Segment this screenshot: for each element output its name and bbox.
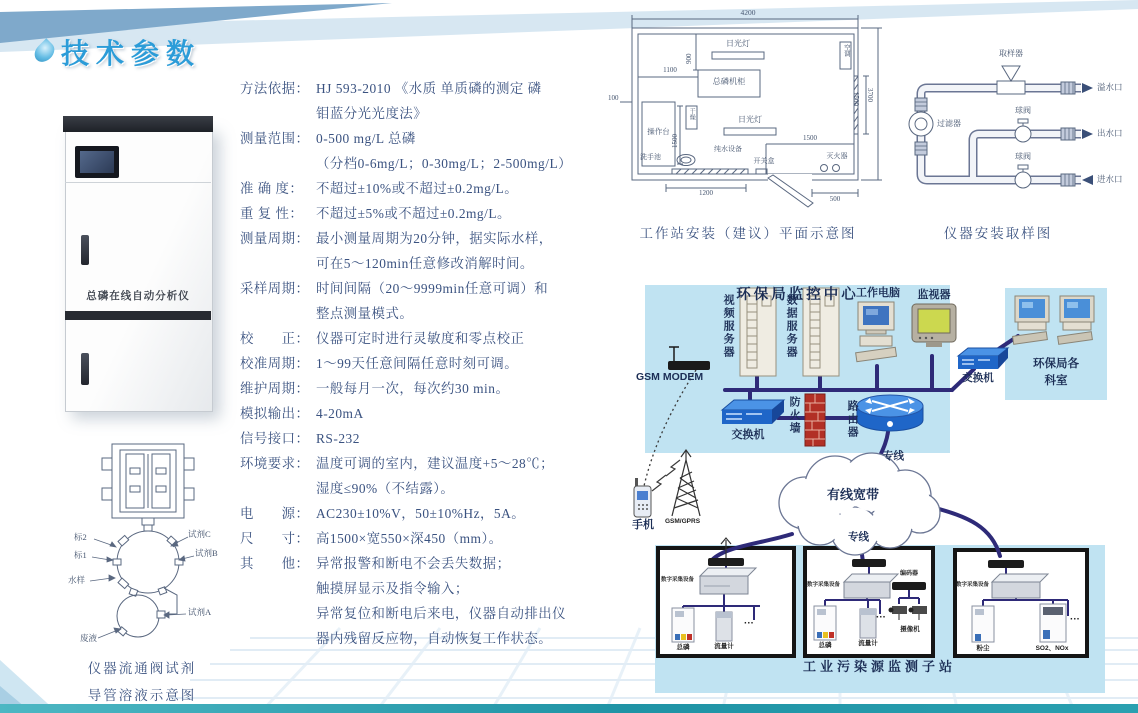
dim-900: 900 <box>685 53 693 64</box>
department-computer-2 <box>1058 296 1094 344</box>
spec-value: 异常报警和断电不会丢失数据； 触摸屏显示及指令输入； 异常复位和断电后来电，仪器自动排出仪 器内残留反应物，自动恢复工作状态。 <box>316 556 567 646</box>
spec-value: HJ 593-2010 《水质 单质磷的测定 磷 钼蓝分光光度法》 <box>316 81 542 121</box>
firewall-label: 防火墙 <box>788 396 801 435</box>
department-computer-1 <box>1013 296 1049 344</box>
spec-row <box>240 551 632 651</box>
analyzer-photo <box>63 110 213 415</box>
network-diagram <box>620 248 1138 713</box>
label-lamp-2: 日光灯 <box>738 115 762 124</box>
spec-row <box>240 326 632 351</box>
spec-row <box>240 501 632 526</box>
daq-label-1: 数字采集设备 <box>661 577 695 583</box>
spec-row <box>240 526 632 551</box>
daq-label-2: 数字采集设备 <box>807 582 841 588</box>
spec-label: 方法依据： <box>240 81 310 96</box>
ellipsis-2: ··· <box>876 612 886 623</box>
tp-label-2: 总磷 <box>818 642 832 649</box>
spec-label: 重 复 性： <box>240 206 304 221</box>
flowmeter-label-2: 流量计 <box>858 640 878 647</box>
section-title-row <box>36 32 201 72</box>
spec-label: 其 他： <box>240 556 310 571</box>
spec-label: 模拟输出： <box>240 406 310 421</box>
page-title: 技术参数 <box>61 38 202 69</box>
dim-1100: 1100 <box>663 66 677 74</box>
spec-label: 校 正： <box>240 331 310 346</box>
video-server-label: 视频服务器 <box>722 294 735 359</box>
spec-value: 高1500×宽550×深450（mm）。 <box>316 531 503 546</box>
leased-line-label-2: 专线 <box>848 531 869 543</box>
label-purewater: 纯水设备 <box>714 145 742 153</box>
gsm-modem-label: GSM MODEM <box>636 371 704 383</box>
label-inlet-port: 进水口 <box>1097 174 1123 184</box>
label-sink: 洗手池 <box>640 153 661 161</box>
label-ball-valve-2: 球阀 <box>1015 152 1031 161</box>
floorplan-caption: 工作站安装（建议）平面示意图 <box>639 226 857 241</box>
spec-label: 采样周期： <box>240 281 310 296</box>
gsm-gprs-label: GSM/GPRS <box>665 518 701 525</box>
ellipsis-3: ··· <box>1070 614 1080 625</box>
label-standard2: 标2 <box>74 532 87 542</box>
label-ball-valve-1: 球阀 <box>1015 106 1031 115</box>
spec-label: 校准周期： <box>240 356 310 371</box>
analyzer-touchscreen <box>75 146 119 178</box>
mobile-phone-icon <box>634 478 651 517</box>
dim-1200: 1200 <box>699 189 713 197</box>
analyzer-name-label: 总磷在线自动分析仪 <box>86 290 190 302</box>
router-label: 路由器 <box>846 400 859 439</box>
label-overflow-port: 溢水口 <box>1097 82 1123 92</box>
spec-row <box>240 426 632 451</box>
label-reagent-a: 试剂A <box>188 607 212 617</box>
substation-caption: 工业污染源监测子站 <box>802 659 956 674</box>
daq-label-3: 数字采集设备 <box>956 582 990 588</box>
analyzer-lower-handle <box>81 353 89 385</box>
work-computer-label: 工作电脑 <box>856 287 900 299</box>
label-extinguisher: 灭火器 <box>826 152 848 160</box>
gsm-tower-icon <box>672 450 700 516</box>
ellipsis-1: ··· <box>744 618 754 629</box>
monitoring-center-title: 环保局监控中心 <box>736 287 859 303</box>
spec-value: 不超过±10%或不超过±0.2mg/L。 <box>316 181 519 196</box>
video-monitor-icon <box>912 304 956 347</box>
spec-label: 准 确 度： <box>240 181 304 196</box>
label-switchbox: 开关盒 <box>753 157 775 165</box>
spec-row <box>240 401 632 426</box>
analyzer-top-cap <box>63 116 213 132</box>
analyzer-upper-handle <box>81 235 89 265</box>
dim-right-1500: 1500 <box>803 134 817 142</box>
spec-label: 尺 寸： <box>240 531 310 546</box>
spec-row <box>240 76 632 126</box>
dim-window-1500: 1500 <box>852 92 860 106</box>
sampling-caption: 仪器安装取样图 <box>943 226 1053 241</box>
floorplan-diagram <box>608 8 888 212</box>
spec-value: 4-20mA <box>316 406 364 421</box>
broadband-label: 有线宽带 <box>826 487 879 502</box>
spec-row <box>240 126 632 176</box>
departments-label-line2: 科室 <box>1044 375 1068 387</box>
spec-label: 信号接口： <box>240 431 310 446</box>
dim-4200: 4200 <box>740 8 756 17</box>
spec-value: 时间间隔（20～9999min任意可调）和 整点测量模式。 <box>316 281 549 321</box>
spec-row <box>240 276 632 326</box>
spec-value: 温度可调的室内，建议温度+5～28℃； 湿度≤90%（不结露）。 <box>316 456 554 496</box>
analyzer-panel-seam <box>65 182 211 183</box>
spec-label: 维护周期： <box>240 381 310 396</box>
label-outlet-port: 出水口 <box>1097 128 1123 138</box>
spec-label: 测量周期： <box>240 231 310 246</box>
sampling-diagram <box>903 40 1135 218</box>
spec-row <box>240 226 632 276</box>
valve-caption-line2: 导管溶液示意图 <box>87 688 197 703</box>
label-bench: 操作台 <box>647 127 670 136</box>
phone-label: 手机 <box>632 519 654 531</box>
label-lamp-1: 日光灯 <box>726 39 750 48</box>
spec-value: AC230±10%V，50±10%Hz，5A。 <box>316 506 526 521</box>
valve-caption-line1: 仪器流通阀试剂 <box>87 661 197 676</box>
label-reagent-b: 试剂B <box>195 548 218 558</box>
departments-label-line1: 环保局各 <box>1033 358 1079 370</box>
spec-label: 环境要求： <box>240 456 310 471</box>
dust-label: 粉尘 <box>976 645 990 652</box>
spec-row <box>240 176 632 201</box>
label-tp-cabinet: 总磷机柜 <box>712 77 746 86</box>
spec-label: 电 源： <box>240 506 310 521</box>
spec-label: 测量范围： <box>240 131 310 146</box>
encoder-label: 编码器 <box>899 571 918 577</box>
label-waste: 废液 <box>80 633 98 643</box>
tp-label-1: 总磷 <box>676 644 690 651</box>
spec-list <box>240 76 632 651</box>
switch-icon-1 <box>722 400 784 424</box>
dim-3700: 3700 <box>866 88 874 102</box>
switch2-label: 交换机 <box>962 372 994 384</box>
dim-bench-1500: 1500 <box>671 134 679 148</box>
spec-value: 仪器可定时进行灵敏度和零点校正 <box>316 331 525 346</box>
valve-drawing <box>60 438 245 656</box>
label-aircon: 空调 <box>842 44 850 57</box>
spec-row <box>240 451 632 501</box>
spec-value: 最小测量周期为20分钟，据实际水样， 可在5～120min任意修改消解时间。 <box>316 231 553 271</box>
spec-row <box>240 376 632 401</box>
label-standard1: 标1 <box>74 550 87 560</box>
label-filter: 过滤器 <box>937 119 961 128</box>
spec-value: 1～99天任意间隔任意时刻可调。 <box>316 356 519 371</box>
label-reagent-c: 试剂C <box>188 529 211 539</box>
spec-value: 一般每月一次，每次约30 min。 <box>316 381 510 396</box>
so2nox-label: SO2、NOx <box>1035 645 1069 652</box>
label-water-sample: 水样 <box>68 575 86 585</box>
label-sampler: 取样器 <box>999 49 1023 58</box>
firewall-icon <box>805 394 825 446</box>
data-server-label: 数据服务器 <box>785 294 798 359</box>
spec-row <box>240 351 632 376</box>
dim-100: 100 <box>608 94 619 102</box>
flowmeter-label-1: 流量计 <box>714 643 734 650</box>
valve-caption <box>62 655 222 709</box>
label-dryer: 干燥 <box>688 108 695 120</box>
camera-label: 摄像机 <box>900 626 920 633</box>
spec-value: 不超过±5%或不超过±0.2mg/L。 <box>316 206 511 221</box>
switch-icon-2 <box>958 348 1008 369</box>
analyzer-mid-band <box>65 311 211 320</box>
valve-diagram <box>60 438 245 656</box>
spec-value: 0-500 mg/L 总磷 （分档0-6mg/L；0-30mg/L；2-500mg/L） <box>316 131 573 171</box>
spec-value: RS-232 <box>316 431 360 446</box>
monitor-label: 监视器 <box>917 289 951 301</box>
leased-line-label-1: 专线 <box>883 450 904 462</box>
dim-500: 500 <box>829 195 841 203</box>
switch1-label: 交换机 <box>731 429 765 441</box>
spec-row <box>240 201 632 226</box>
router-icon <box>857 395 923 431</box>
